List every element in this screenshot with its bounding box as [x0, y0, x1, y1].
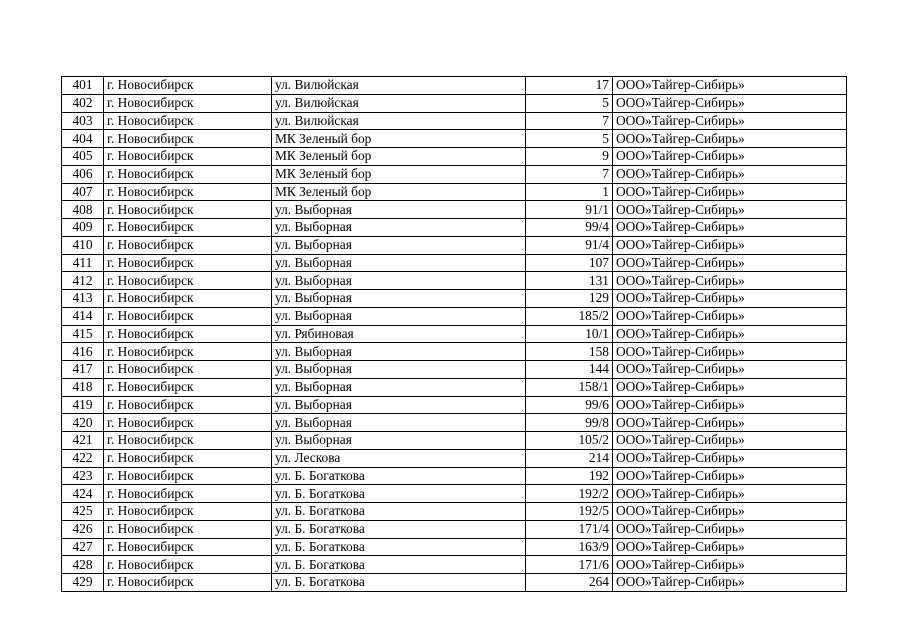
- city-cell: г. Новосибирск: [104, 449, 272, 467]
- street-cell: ул. Выборная: [272, 414, 526, 432]
- organization-cell: ООО»Тайгер-Сибирь»: [613, 201, 847, 219]
- row-number-cell: 421: [62, 432, 104, 450]
- row-number-cell: 417: [62, 361, 104, 379]
- table-row: [62, 325, 847, 343]
- street-cell: ул. Лескова: [272, 449, 526, 467]
- organization-cell: ООО»Тайгер-Сибирь»: [613, 361, 847, 379]
- table-row: [62, 165, 847, 183]
- street-cell: ул. Б. Богаткова: [272, 556, 526, 574]
- city-cell: г. Новосибирск: [104, 414, 272, 432]
- city-cell: г. Новосибирск: [104, 130, 272, 148]
- city-cell: г. Новосибирск: [104, 396, 272, 414]
- city-cell: г. Новосибирск: [104, 361, 272, 379]
- street-cell: МК Зеленый бор: [272, 148, 526, 166]
- row-number-cell: 409: [62, 219, 104, 237]
- row-number-cell: 405: [62, 148, 104, 166]
- organization-cell: ООО»Тайгер-Сибирь»: [613, 396, 847, 414]
- row-number-cell: 410: [62, 236, 104, 254]
- table-row: [62, 254, 847, 272]
- street-cell: ул. Выборная: [272, 201, 526, 219]
- street-cell: МК Зеленый бор: [272, 183, 526, 201]
- house-number-cell: 7: [526, 165, 613, 183]
- street-cell: ул. Выборная: [272, 236, 526, 254]
- street-cell: МК Зеленый бор: [272, 130, 526, 148]
- table-row: [62, 307, 847, 325]
- house-number-cell: 5: [526, 130, 613, 148]
- organization-cell: ООО»Тайгер-Сибирь»: [613, 538, 847, 556]
- table-row: [62, 449, 847, 467]
- city-cell: г. Новосибирск: [104, 574, 272, 592]
- row-number-cell: 414: [62, 307, 104, 325]
- address-table-body: [62, 77, 847, 592]
- table-row: [62, 485, 847, 503]
- city-cell: г. Новосибирск: [104, 219, 272, 237]
- table-row: [62, 378, 847, 396]
- row-number-cell: 411: [62, 254, 104, 272]
- city-cell: г. Новосибирск: [104, 148, 272, 166]
- house-number-cell: 10/1: [526, 325, 613, 343]
- organization-cell: ООО»Тайгер-Сибирь»: [613, 112, 847, 130]
- house-number-cell: 158: [526, 343, 613, 361]
- house-number-cell: 129: [526, 290, 613, 308]
- street-cell: ул. Б. Богаткова: [272, 574, 526, 592]
- table-row: [62, 219, 847, 237]
- city-cell: г. Новосибирск: [104, 467, 272, 485]
- street-cell: ул. Б. Богаткова: [272, 467, 526, 485]
- table-row: [62, 290, 847, 308]
- city-cell: г. Новосибирск: [104, 112, 272, 130]
- organization-cell: ООО»Тайгер-Сибирь»: [613, 290, 847, 308]
- organization-cell: ООО»Тайгер-Сибирь»: [613, 148, 847, 166]
- organization-cell: ООО»Тайгер-Сибирь»: [613, 574, 847, 592]
- organization-cell: ООО»Тайгер-Сибирь»: [613, 272, 847, 290]
- row-number-cell: 403: [62, 112, 104, 130]
- street-cell: ул. Б. Богаткова: [272, 538, 526, 556]
- row-number-cell: 416: [62, 343, 104, 361]
- street-cell: ул. Выборная: [272, 378, 526, 396]
- row-number-cell: 408: [62, 201, 104, 219]
- row-number-cell: 412: [62, 272, 104, 290]
- row-number-cell: 418: [62, 378, 104, 396]
- address-table: [61, 76, 847, 592]
- house-number-cell: 163/9: [526, 538, 613, 556]
- city-cell: г. Новосибирск: [104, 254, 272, 272]
- table-row: [62, 396, 847, 414]
- row-number-cell: 402: [62, 94, 104, 112]
- table-row: [62, 94, 847, 112]
- house-number-cell: 171/6: [526, 556, 613, 574]
- street-cell: ул. Рябиновая: [272, 325, 526, 343]
- street-cell: ул. Вилюйская: [272, 94, 526, 112]
- street-cell: ул. Выборная: [272, 272, 526, 290]
- house-number-cell: 192/2: [526, 485, 613, 503]
- street-cell: ул. Выборная: [272, 307, 526, 325]
- table-row: [62, 236, 847, 254]
- city-cell: г. Новосибирск: [104, 325, 272, 343]
- city-cell: г. Новосибирск: [104, 94, 272, 112]
- house-number-cell: 185/2: [526, 307, 613, 325]
- house-number-cell: 192: [526, 467, 613, 485]
- row-number-cell: 419: [62, 396, 104, 414]
- house-number-cell: 91/1: [526, 201, 613, 219]
- city-cell: г. Новосибирск: [104, 343, 272, 361]
- house-number-cell: 107: [526, 254, 613, 272]
- house-number-cell: 99/6: [526, 396, 613, 414]
- house-number-cell: 131: [526, 272, 613, 290]
- row-number-cell: 424: [62, 485, 104, 503]
- city-cell: г. Новосибирск: [104, 183, 272, 201]
- city-cell: г. Новосибирск: [104, 378, 272, 396]
- row-number-cell: 415: [62, 325, 104, 343]
- organization-cell: ООО»Тайгер-Сибирь»: [613, 414, 847, 432]
- organization-cell: ООО»Тайгер-Сибирь»: [613, 236, 847, 254]
- house-number-cell: 91/4: [526, 236, 613, 254]
- table-row: [62, 343, 847, 361]
- house-number-cell: 9: [526, 148, 613, 166]
- house-number-cell: 1: [526, 183, 613, 201]
- organization-cell: ООО»Тайгер-Сибирь»: [613, 130, 847, 148]
- table-row: [62, 272, 847, 290]
- table-row: [62, 538, 847, 556]
- house-number-cell: 99/4: [526, 219, 613, 237]
- city-cell: г. Новосибирск: [104, 538, 272, 556]
- city-cell: г. Новосибирск: [104, 77, 272, 95]
- organization-cell: ООО»Тайгер-Сибирь»: [613, 520, 847, 538]
- organization-cell: ООО»Тайгер-Сибирь»: [613, 254, 847, 272]
- house-number-cell: 7: [526, 112, 613, 130]
- house-number-cell: 17: [526, 77, 613, 95]
- house-number-cell: 105/2: [526, 432, 613, 450]
- street-cell: ул. Выборная: [272, 432, 526, 450]
- organization-cell: ООО»Тайгер-Сибирь»: [613, 94, 847, 112]
- table-row: [62, 520, 847, 538]
- row-number-cell: 406: [62, 165, 104, 183]
- house-number-cell: 214: [526, 449, 613, 467]
- house-number-cell: 99/8: [526, 414, 613, 432]
- organization-cell: ООО»Тайгер-Сибирь»: [613, 556, 847, 574]
- street-cell: ул. Вилюйская: [272, 112, 526, 130]
- city-cell: г. Новосибирск: [104, 503, 272, 521]
- street-cell: ул. Выборная: [272, 396, 526, 414]
- street-cell: МК Зеленый бор: [272, 165, 526, 183]
- row-number-cell: 429: [62, 574, 104, 592]
- table-row: [62, 148, 847, 166]
- street-cell: ул. Выборная: [272, 343, 526, 361]
- table-row: [62, 503, 847, 521]
- row-number-cell: 413: [62, 290, 104, 308]
- street-cell: ул. Выборная: [272, 361, 526, 379]
- table-row: [62, 183, 847, 201]
- row-number-cell: 420: [62, 414, 104, 432]
- house-number-cell: 5: [526, 94, 613, 112]
- table-row: [62, 556, 847, 574]
- street-cell: ул. Выборная: [272, 219, 526, 237]
- street-cell: ул. Выборная: [272, 254, 526, 272]
- city-cell: г. Новосибирск: [104, 520, 272, 538]
- row-number-cell: 407: [62, 183, 104, 201]
- street-cell: ул. Б. Богаткова: [272, 503, 526, 521]
- organization-cell: ООО»Тайгер-Сибирь»: [613, 485, 847, 503]
- row-number-cell: 428: [62, 556, 104, 574]
- row-number-cell: 423: [62, 467, 104, 485]
- street-cell: ул. Вилюйская: [272, 77, 526, 95]
- organization-cell: ООО»Тайгер-Сибирь»: [613, 343, 847, 361]
- street-cell: ул. Выборная: [272, 290, 526, 308]
- city-cell: г. Новосибирск: [104, 556, 272, 574]
- house-number-cell: 192/5: [526, 503, 613, 521]
- organization-cell: ООО»Тайгер-Сибирь»: [613, 449, 847, 467]
- table-row: [62, 77, 847, 95]
- organization-cell: ООО»Тайгер-Сибирь»: [613, 307, 847, 325]
- row-number-cell: 422: [62, 449, 104, 467]
- table-row: [62, 414, 847, 432]
- table-row: [62, 201, 847, 219]
- table-row: [62, 361, 847, 379]
- organization-cell: ООО»Тайгер-Сибирь»: [613, 378, 847, 396]
- city-cell: г. Новосибирск: [104, 272, 272, 290]
- row-number-cell: 426: [62, 520, 104, 538]
- house-number-cell: 171/4: [526, 520, 613, 538]
- table-row: [62, 467, 847, 485]
- row-number-cell: 401: [62, 77, 104, 95]
- house-number-cell: 158/1: [526, 378, 613, 396]
- organization-cell: ООО»Тайгер-Сибирь»: [613, 219, 847, 237]
- organization-cell: ООО»Тайгер-Сибирь»: [613, 467, 847, 485]
- city-cell: г. Новосибирск: [104, 201, 272, 219]
- organization-cell: ООО»Тайгер-Сибирь»: [613, 77, 847, 95]
- row-number-cell: 427: [62, 538, 104, 556]
- city-cell: г. Новосибирск: [104, 485, 272, 503]
- row-number-cell: 404: [62, 130, 104, 148]
- house-number-cell: 144: [526, 361, 613, 379]
- table-row: [62, 432, 847, 450]
- city-cell: г. Новосибирск: [104, 165, 272, 183]
- street-cell: ул. Б. Богаткова: [272, 485, 526, 503]
- organization-cell: ООО»Тайгер-Сибирь»: [613, 325, 847, 343]
- house-number-cell: 264: [526, 574, 613, 592]
- table-row: [62, 130, 847, 148]
- organization-cell: ООО»Тайгер-Сибирь»: [613, 432, 847, 450]
- table-row: [62, 574, 847, 592]
- organization-cell: ООО»Тайгер-Сибирь»: [613, 165, 847, 183]
- city-cell: г. Новосибирск: [104, 236, 272, 254]
- organization-cell: ООО»Тайгер-Сибирь»: [613, 503, 847, 521]
- city-cell: г. Новосибирск: [104, 290, 272, 308]
- row-number-cell: 425: [62, 503, 104, 521]
- street-cell: ул. Б. Богаткова: [272, 520, 526, 538]
- city-cell: г. Новосибирск: [104, 432, 272, 450]
- organization-cell: ООО»Тайгер-Сибирь»: [613, 183, 847, 201]
- city-cell: г. Новосибирск: [104, 307, 272, 325]
- table-row: [62, 112, 847, 130]
